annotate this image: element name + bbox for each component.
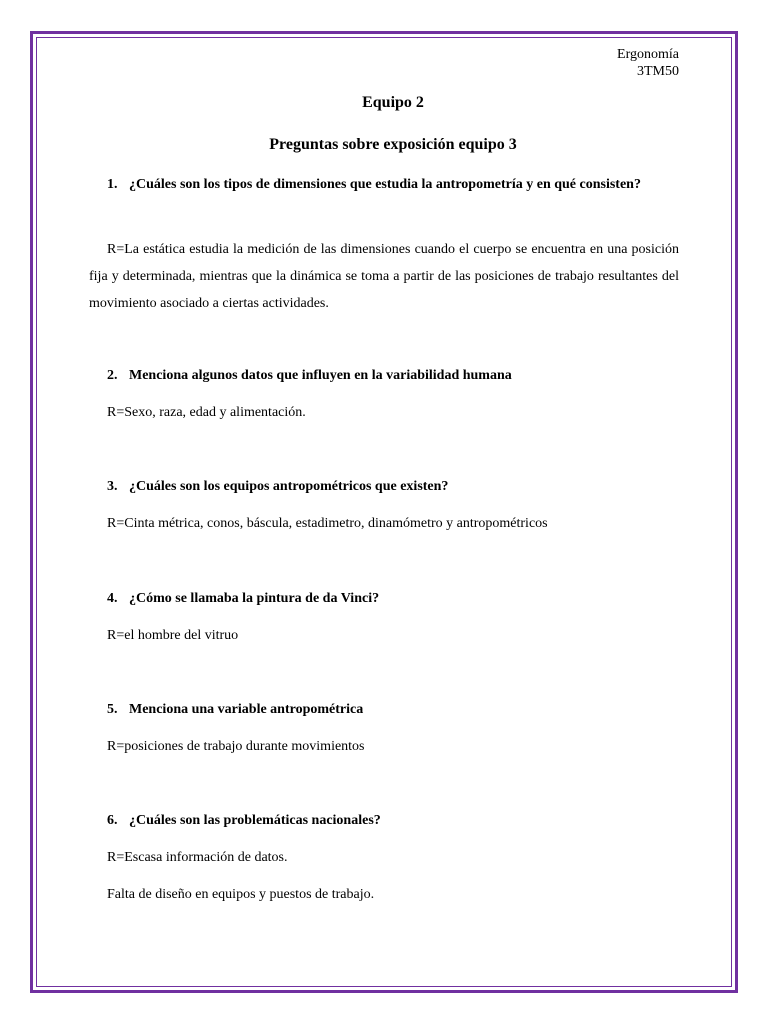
- question-number: 1.: [107, 177, 118, 192]
- answer-6-extra: Falta de diseño en equipos y puestos de trabajo.: [107, 887, 375, 902]
- page-title: Equipo 2: [362, 94, 424, 111]
- document-header: [617, 46, 679, 80]
- question-text: Menciona algunos datos que influyen en la variabilidad humana: [129, 368, 512, 383]
- question-2: [107, 363, 679, 389]
- answer-3: R=Cinta métrica, conos, báscula, estadimetro, dinamómetro y antropométricos: [107, 516, 548, 531]
- answer-6: R=Escasa información de datos.: [107, 850, 288, 865]
- subject-label: Ergonomía: [617, 47, 679, 62]
- question-1: [107, 172, 679, 198]
- question-number: 6.: [107, 813, 118, 828]
- question-text: Menciona una variable antropométrica: [129, 702, 364, 717]
- question-text: ¿Cuáles son los tipos de dimensiones que estudia la antropometría y en qué consisten?: [129, 177, 641, 192]
- answer-4: R=el hombre del vitruo: [107, 628, 239, 643]
- question-3: [107, 474, 679, 500]
- page-subtitle: Preguntas sobre exposición equipo 3: [269, 136, 517, 153]
- group-label: 3TM50: [637, 64, 679, 79]
- question-text: ¿Cuáles son los equipos antropométricos que existen?: [129, 479, 449, 494]
- answer-2: R=Sexo, raza, edad y alimentación.: [107, 405, 306, 420]
- answer-1: R=La estática estudia la medición de las dimensiones cuando el cuerpo se encuentra en una posición fija y determinada, mientras que la dinámica se toma a partir de las posiciones de trabajo resultantes del movimiento asociado a ciertas actividades.: [89, 242, 679, 311]
- question-4: [107, 586, 679, 612]
- question-number: 2.: [107, 368, 118, 383]
- answer-5: R=posiciones de trabajo durante movimientos: [107, 739, 365, 754]
- question-text: ¿Cuáles son las problemáticas nacionales?: [129, 813, 381, 828]
- question-5: [107, 697, 679, 723]
- question-number: 3.: [107, 479, 118, 494]
- question-number: 5.: [107, 702, 118, 717]
- question-6: [107, 808, 679, 834]
- question-text: ¿Cómo se llamaba la pintura de da Vinci?: [129, 591, 380, 606]
- question-number: 4.: [107, 591, 118, 606]
